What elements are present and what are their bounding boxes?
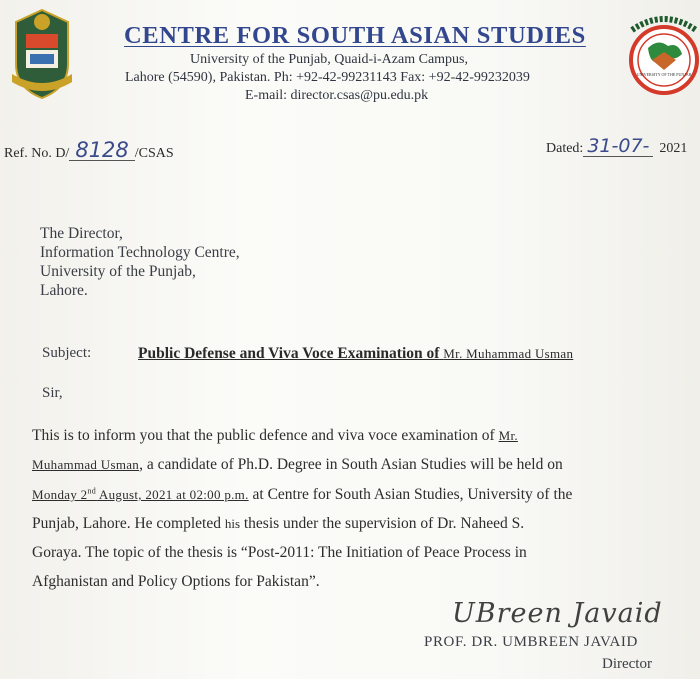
body-line-2 [32,456,666,474]
body-line-5: Goraya. The topic of the thesis is “Post-2011: The Initiation of Peace Process in [32,544,527,561]
ref-number-handwritten: 8128 [69,140,134,161]
subject-label: Subject: [42,345,92,361]
body-l4a: Punjab, Lahore. He completed [32,515,221,532]
address-line-1: University of the Punjab, Quaid-i-Azam Campus, [190,52,469,67]
body-l1a: This is to inform you that the public defence and viva voce examination of [32,427,495,444]
addressee-line-2: Information Technology Centre, [40,244,240,261]
seal-text: UNIVERSITY OF THE PUNJAB [636,72,692,77]
body-l4b: his [224,516,240,531]
ref-prefix: Ref. No. D/ [4,146,70,161]
addressee-line-1: The Director, [40,225,123,242]
handwritten-signature: UBreen Javaid [452,598,663,629]
body-line-1 [32,427,666,445]
email-line: E-mail: director.csas@pu.edu.pk [245,88,429,103]
reference-number [4,140,174,162]
signatory-name: PROF. DR. UMBREEN JAVAID [424,634,638,650]
csas-seal-logo [624,8,700,104]
subject-line [138,345,573,363]
body-line-6: Afghanistan and Policy Options for Pakistan”. [32,573,320,590]
exam-day: Monday 2 [32,487,88,502]
centre-title: CENTRE FOR SOUTH ASIAN STUDIES [124,22,586,49]
dated-label: Dated: [546,141,584,156]
university-crest-logo [8,8,76,100]
signatory-title: Director [602,656,652,672]
body-line-3 [32,486,666,504]
exam-day-suffix: nd [87,486,97,496]
body-l2b: , a candidate of Ph.D. Degree in South Asian Studies will be held on [139,456,563,473]
body-l3c: at Centre for South Asian Studies, University of the [248,486,573,503]
salutation: Sir, [42,385,63,401]
date-year: 2021 [659,141,688,156]
address-line-2: Lahore (54590), Pakistan. Ph: +92-42-99231143 Fax: +92-42-99232039 [125,70,530,85]
addressee-line-3: University of the Punjab, [40,263,196,280]
body-l1b: Mr. [498,428,518,443]
body-l4c: thesis under the supervision of Dr. Naheed S. [243,515,525,532]
addressee-line-4: Lahore. [40,282,88,299]
subject-text: Public Defense and Viva Voce Examination of [138,345,440,362]
date-handwritten: 31-07- [583,136,653,157]
body-line-4 [32,515,666,533]
date-field [546,136,687,157]
subject-candidate-name: Mr. Muhammad Usman [443,346,574,361]
exam-date [32,487,249,502]
ref-suffix: /CSAS [134,146,174,161]
exam-time: August, 2021 at 02:00 p.m. [96,487,249,502]
candidate-name: Muhammad Usman [32,457,140,472]
